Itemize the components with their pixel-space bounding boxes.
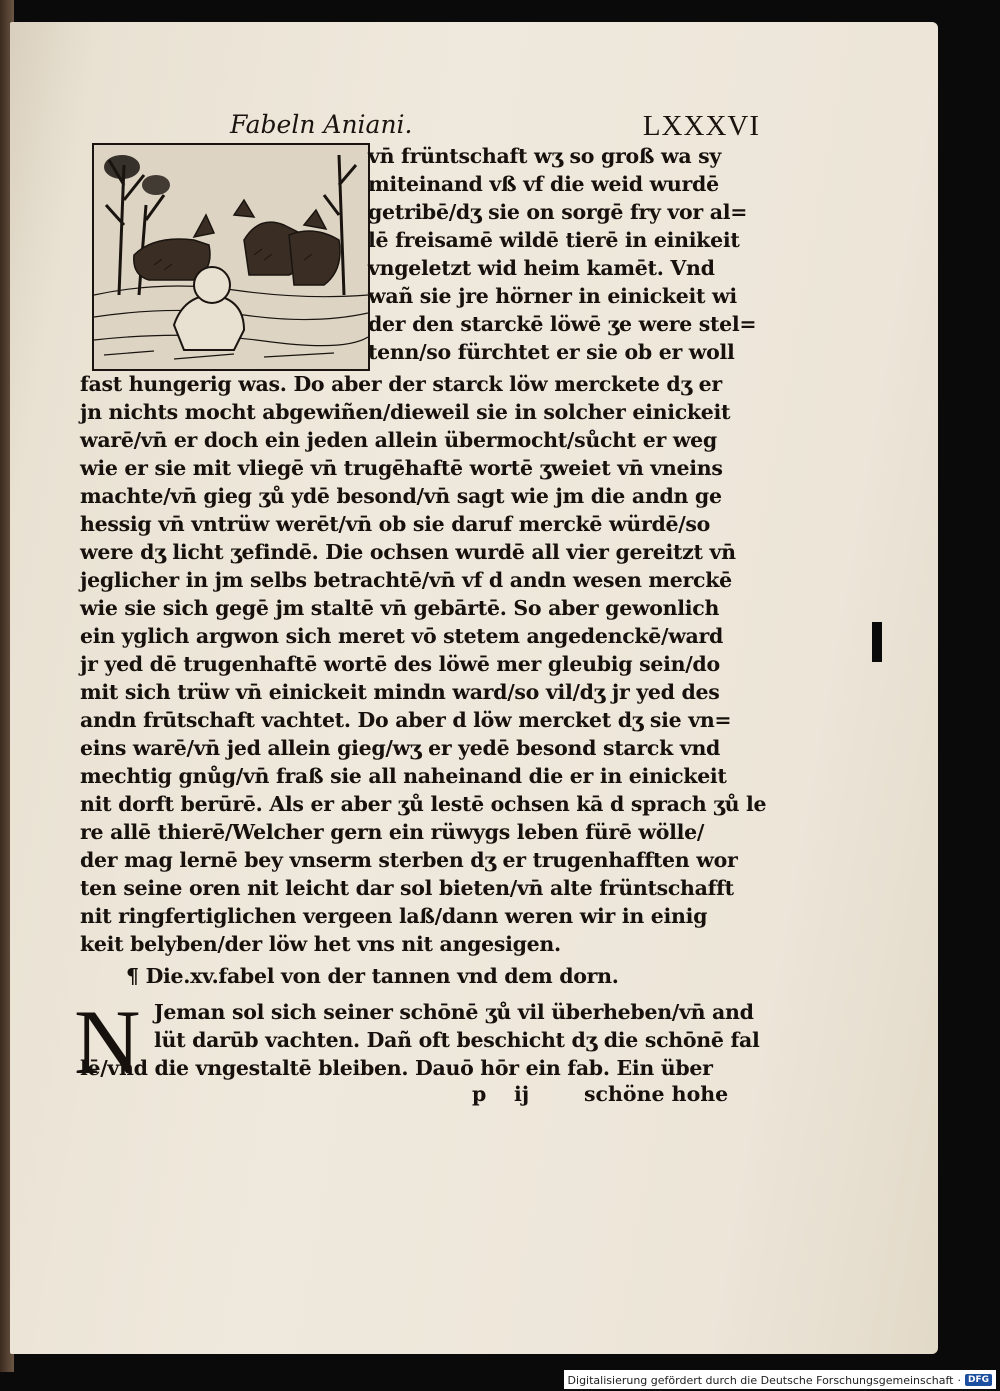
text-line: nit dorft berūrē. Als er aber ʒů lestē ochsen kā d sprach ʒů le xyxy=(80,792,767,816)
text-line: nit ringfertiglichen vergeen laß/dann weren wir in einig xyxy=(80,904,708,928)
credit-text: Digitalisierung gefördert durch die Deutsche Forschungsgemeinschaft xyxy=(567,1373,954,1387)
text-line: andn frūtschaft vachtet. Do aber d löw mercket dʒ sie vn= xyxy=(80,708,732,732)
text-line: mit sich trüw vn̄ einickeit mindn ward/so vil/dʒ jr yed des xyxy=(80,680,720,704)
text-line: vngeletzt wid heim kamēt. Vnd xyxy=(368,256,715,280)
text-line: der den starckē löwē ʒe were stel= xyxy=(368,312,757,336)
digitization-credit: Digitalisierung gefördert durch die Deutsche Forschungsgemeinschaft · DFG xyxy=(564,1370,996,1389)
text-line: wañ sie jre hörner in einickeit wi xyxy=(368,284,737,308)
text-line: lüt darūb vachten. Dañ oft beschicht dʒ die schōnē fal xyxy=(154,1028,760,1052)
text-line: were dʒ licht ʒefindē. Die ochsen wurdē all vier gereitzt vn̄ xyxy=(80,540,736,564)
text-line: getribē/dʒ sie on sorgē fry vor al= xyxy=(368,200,748,224)
text-line: hessig vn̄ vntrüw werēt/vn̄ ob sie daruf merckē würdē/so xyxy=(80,512,711,536)
text-line: keit belyben/der löw het vns nit angesigen. xyxy=(80,932,561,956)
text-line: jn nichts mocht abgewiñen/dieweil sie in solcher einickeit xyxy=(80,400,731,424)
text-line: lē/vnd die vngestaltē bleiben. Dauō hōr ein fab. Ein über xyxy=(80,1056,713,1080)
folio-number: LXXXVI xyxy=(642,110,760,142)
text-line: re allē thierē/Welcher gern ein rüwygs leben fürē wölle/ xyxy=(80,820,705,844)
text-line: fast hungerig was. Do aber der starck löw merckete dʒ er xyxy=(80,372,722,396)
running-head xyxy=(230,110,760,146)
drop-capital: N xyxy=(74,991,141,1093)
text-line: der mag lernē bey vnserm sterben dʒ er trugenhafften wor xyxy=(80,848,738,872)
signature-number: ij xyxy=(514,1082,530,1106)
text-line: Jeman sol sich seiner schōnē ʒů vil überheben/vn̄ and xyxy=(154,1000,754,1024)
text-line: vn̄ früntschaft wʒ so groß wa sy xyxy=(368,144,722,168)
woodcut-illustration xyxy=(92,143,370,371)
text-line: tenn/so fürchtet er sie ob er woll xyxy=(368,340,735,364)
running-head-title: Fabeln Aniani. xyxy=(230,110,413,139)
text-line: wie er sie mit vliegē vn̄ trugēhaftē wortē ʒweiet vn̄ vneins xyxy=(80,456,723,480)
text-line: eins warē/vn̄ jed allein gieg/wʒ er yedē besond starck vnd xyxy=(80,736,721,760)
page-edge-notch xyxy=(872,622,882,662)
fable-heading: ¶ Die.xv.fabel von der tannen vnd dem dorn. xyxy=(126,964,619,988)
text-line: jr yed dē trugenhaftē wortē des löwē mer gleubig sein/do xyxy=(80,652,720,676)
text-line: wie sie sich gegē jm staltē vn̄ gebārtē. So aber gewonlich xyxy=(80,596,720,620)
text-line: lē freisamē wildē tierē in einikeit xyxy=(368,228,740,252)
text-line: machte/vn̄ gieg ʒů ydē besond/vn̄ sagt wie jm die andn ge xyxy=(80,484,722,508)
text-line: ten seine oren nit leicht dar sol bieten/vn̄ alte früntschafft xyxy=(80,876,734,900)
text-line: ein yglich argwon sich meret vō stetem angedenckē/ward xyxy=(80,624,724,648)
text-line: jeglicher in jm selbs betrachtē/vn̄ vf d andn wesen merckē xyxy=(80,568,732,592)
signature-mark: p xyxy=(472,1082,487,1106)
text-line: mechtig gnůg/vn̄ fraß sie all naheinand die er in einickeit xyxy=(80,764,727,788)
catchword: schöne hohe xyxy=(584,1082,729,1106)
dfg-logo-icon: DFG xyxy=(965,1374,992,1386)
text-line: warē/vn̄ er doch ein jeden allein übermocht/sůcht er weg xyxy=(80,428,717,452)
woodcut-oxen-lion-icon xyxy=(94,145,368,369)
text-line: miteinand vß vf die weid wurdē xyxy=(368,172,719,196)
